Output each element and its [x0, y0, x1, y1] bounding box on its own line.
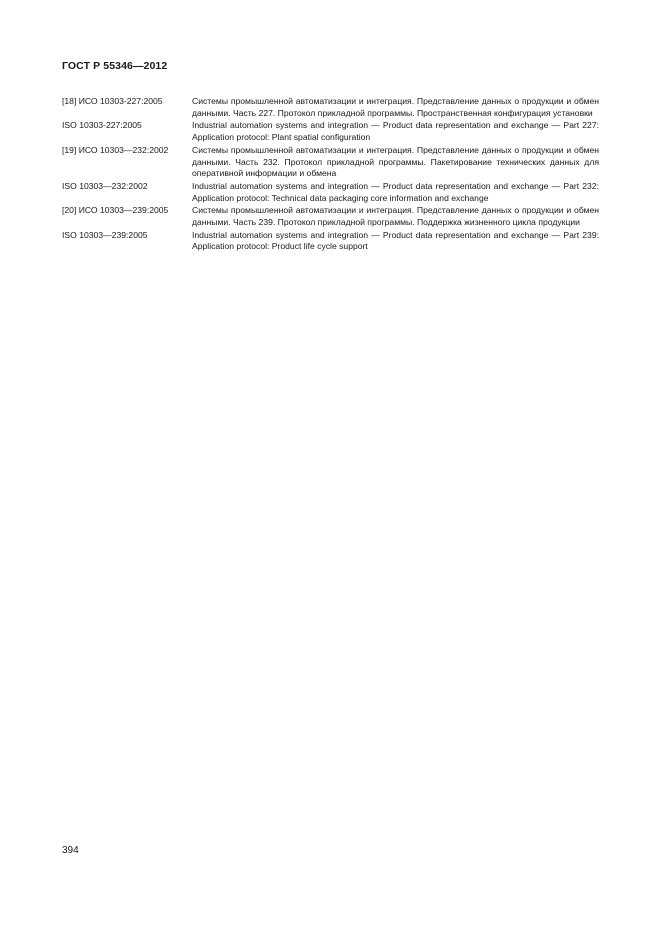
reference-title: Industrial automation systems and integration — Product data representation and exchange — Part 232: Application protocol: Technical data packaging core information and exchange [192, 180, 599, 203]
reference-entry [62, 205, 599, 228]
reference-title: Industrial automation systems and integration — Product data representation and exchange — Part 239: Application protocol: Product life cycle support [192, 229, 599, 252]
page-number: 394 [62, 845, 79, 856]
reference-entry [62, 120, 599, 143]
reference-title: Industrial automation systems and integration — Product data representation and exchange — Part 227: Application protocol: Plant spatial configuration [192, 120, 599, 143]
reference-code: [18] ИСО 10303-227:2005 [62, 96, 163, 106]
reference-code: [19] ИСО 10303—232:2002 [62, 144, 169, 155]
reference-title: Системы промышленной автоматизации и интеграция. Представление данных о продукции и обмен данными. Часть 239. Протокол прикладной программы. Поддержка жизненного цикла продукции [192, 205, 599, 228]
reference-entry [62, 230, 599, 253]
reference-entry [62, 145, 599, 180]
reference-entry [62, 96, 599, 119]
reference-code: ISO 10303-227:2005 [62, 120, 142, 131]
bibliography-list [62, 96, 599, 254]
reference-title: Системы промышленной автоматизации и интеграция. Представление данных о продукции и обмен данными. Часть 227. Протокол прикладной программы. Пространственная конфигурация установки [192, 96, 599, 118]
reference-title: Системы промышленной автоматизации и интеграция. Представление данных о продукции и обмен данными. Часть 232. Протокол прикладной программы. Пакетирование технических данных для оперативной информации и обмена [192, 144, 599, 179]
reference-code: [20] ИСО 10303—239:2005 [62, 205, 169, 216]
document-header-title: ГОСТ Р 55346—2012 [62, 60, 168, 72]
reference-entry [62, 181, 599, 204]
reference-code: ISO 10303—232:2002 [62, 180, 148, 191]
reference-code: ISO 10303—239:2005 [62, 229, 148, 240]
